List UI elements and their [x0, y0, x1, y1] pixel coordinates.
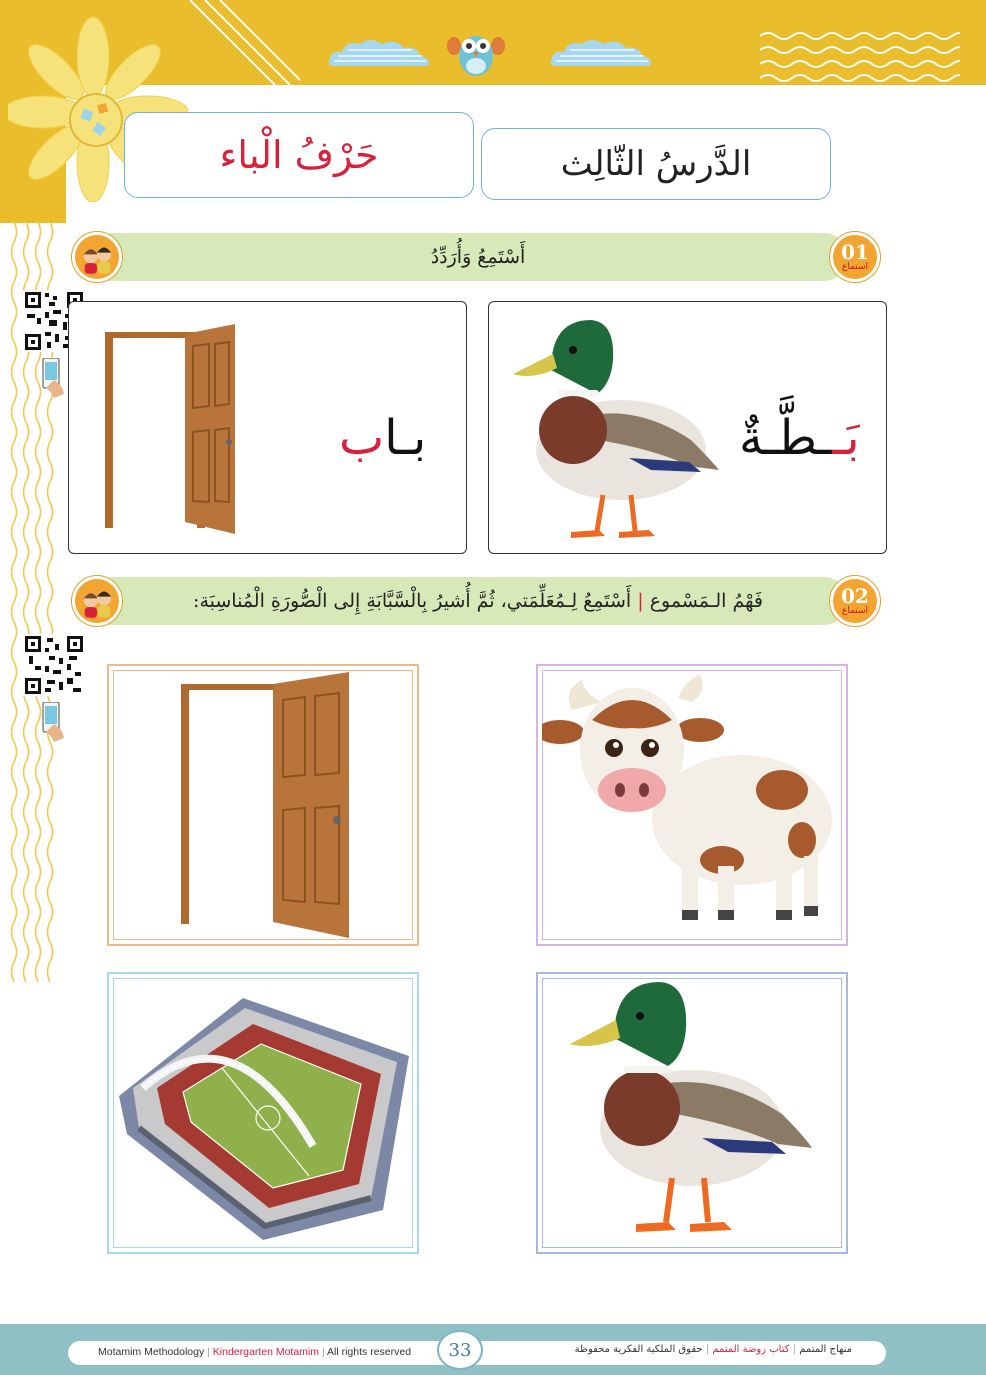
section2-instruction: فَهْمُ الـمَسْموع | أَسْتَمِعُ لِـمُعَلِّمَتي، ثُمَّ أُشيرُ بِالْسَّبَّابَةِ إِلى الْصُّورَةِ الْمُناسِبَة: — [193, 590, 763, 612]
picture-duck[interactable] — [536, 972, 848, 1254]
duck-image — [511, 310, 721, 544]
cloud-icon — [548, 36, 656, 70]
word-card-door[interactable] — [68, 301, 467, 554]
stadium-image — [113, 978, 413, 1248]
word-door: بـاب — [339, 410, 427, 466]
section1-instruction-bar — [108, 233, 848, 281]
section2-number-badge — [830, 576, 880, 626]
qr-code-icon[interactable] — [23, 634, 85, 696]
page-number: 33 — [437, 1330, 483, 1370]
lesson-title-box — [481, 128, 831, 200]
door-image — [99, 322, 249, 534]
word-card-duck[interactable] — [488, 301, 887, 554]
cloud-icon — [326, 36, 434, 70]
footer-arabic: منهاج المتمم | كتاب روضة المتمم | حقوق الملكية الفكرية محفوظة — [574, 1344, 852, 1355]
section2-instruction-bar — [108, 577, 848, 625]
letter-title-box — [124, 112, 474, 198]
door-image — [113, 670, 413, 940]
section1-type-label: استماع — [841, 261, 869, 272]
phone-scan-icon — [40, 702, 66, 742]
section1-number: 01 — [841, 239, 869, 264]
kids-listening-icon — [72, 232, 122, 282]
section1-instruction: أَسْتَمِعُ وَأُرَدِّدُ — [430, 246, 526, 268]
letter-title: حَرْفُ الْباء — [219, 133, 379, 177]
header-stripes — [180, 0, 300, 85]
picture-stadium[interactable] — [107, 972, 419, 1254]
section2-number: 02 — [841, 583, 869, 608]
owl-icon — [446, 30, 506, 78]
section2-type-label: استماع — [841, 605, 869, 616]
lesson-title: الدَّرسُ الثّالِث — [560, 144, 752, 184]
duck-image — [542, 978, 842, 1248]
phone-scan-icon — [40, 358, 66, 398]
word-duck: بَــطَّـةٌ — [739, 410, 860, 466]
footer-english: Motamim Methodology | Kindergarten Motamim | All rights reserved — [98, 1346, 412, 1358]
kids-listening-icon — [72, 576, 122, 626]
section1-number-badge — [830, 232, 880, 282]
picture-cow[interactable] — [536, 664, 848, 946]
cow-image — [542, 670, 842, 940]
picture-door[interactable] — [107, 664, 419, 946]
header-waves — [760, 26, 960, 82]
